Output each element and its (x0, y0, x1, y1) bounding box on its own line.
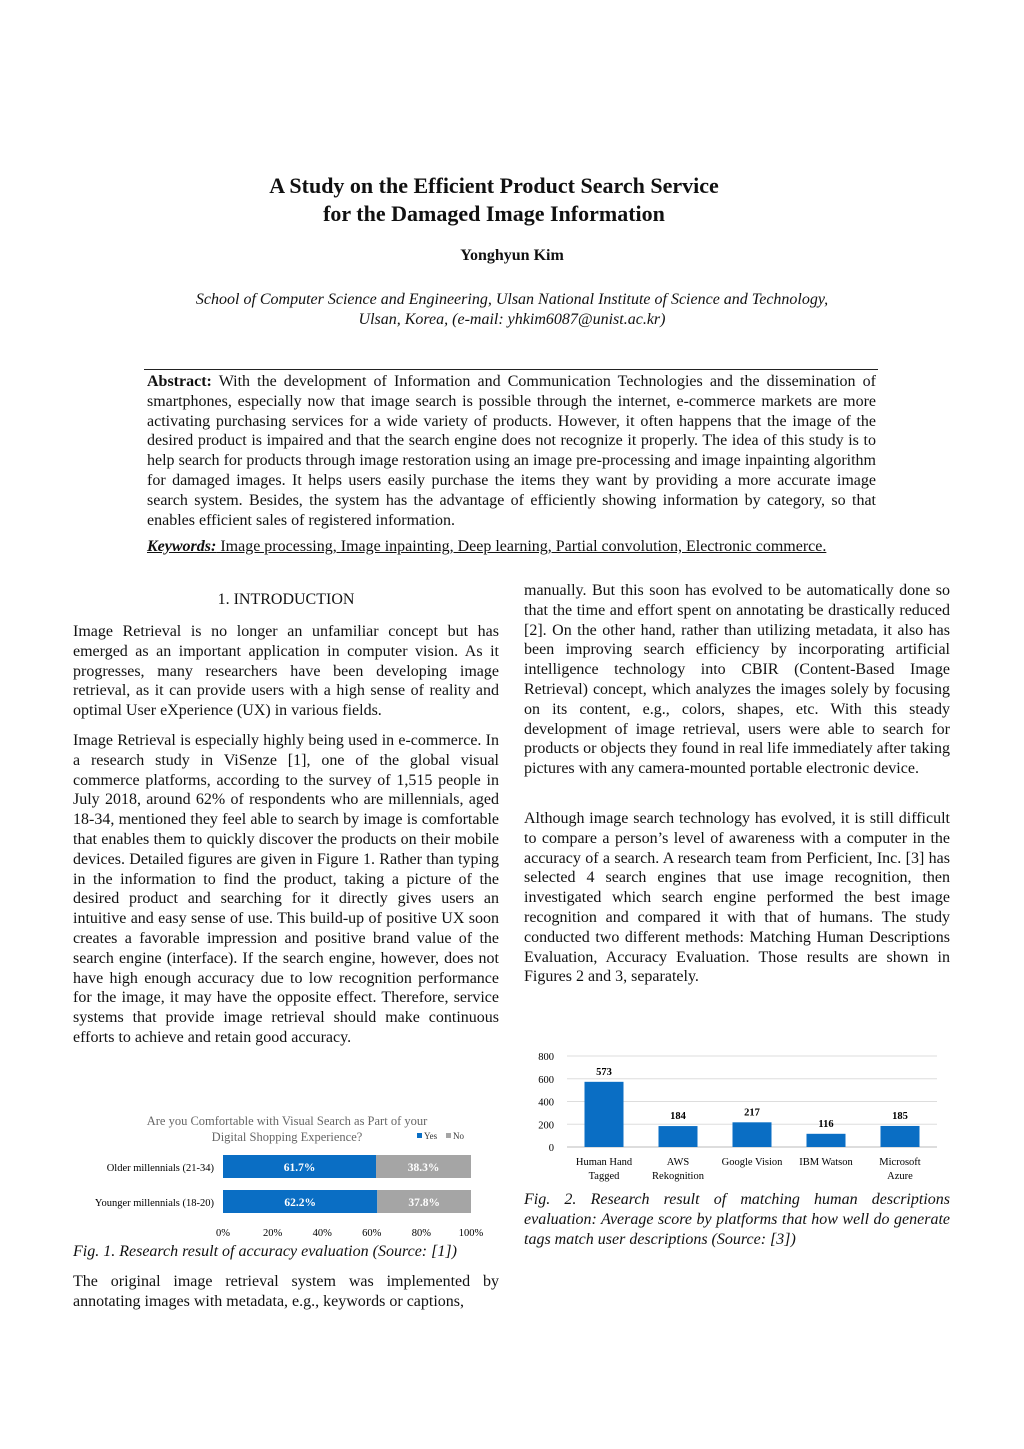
data-label: 62.2% (284, 1197, 316, 1209)
category-label: Tagged (588, 1171, 620, 1182)
category-label: Human Hand (575, 1157, 633, 1168)
intro-paragraph-3: The original image retrieval system was implemented by annotating images with metadata, e.g., keywords or captions, (73, 1273, 499, 1310)
x-tick-label: 80% (411, 1228, 432, 1239)
legend-swatch (417, 1133, 422, 1138)
abstract (147, 372, 876, 530)
right-paragraph-1: manually. But this soon has evolved to be automatically done so that the time and effort spent on annotating be drastically reduced [2]. On the other hand, rather than utilizing metadata, it also has been improving search efficiency by incorporating artificial intelligence technology into CBIR (Content-Based Image Retrieval) concept, which analyzes the images solely by focusing on its content, e.g., colors, shapes, etc. With this steady development of image retrieval, users were able to search for products or objects they found in real life immediately after taking pictures with any camera-mounted portable electronic device. (524, 582, 950, 778)
data-label: 217 (744, 1107, 760, 1119)
title-line-2: for the Damaged Image Information (323, 201, 665, 226)
author: Yonghyun Kim (460, 247, 564, 264)
figure-1-caption: Fig. 1. Research result of accuracy evaluation (Source: [1]) (73, 1243, 457, 1260)
section-heading: 1. INTRODUCTION (217, 591, 355, 608)
affiliation-line-2: Ulsan, Korea, (e-mail: yhkim6087@unist.ac.kr) (358, 311, 666, 328)
keywords-label: Keywords: (147, 538, 217, 555)
right-paragraph-2: Although image search technology has evolved, it is still difficult to compare a person’s level of awareness with a computer in the accuracy of a search. A research team from Perficient, Inc. [3] has selected 4 search engines that use image recognition, then investigated which search engine performed the best image recognition and compared it with that of humans. The study conducted two different methods: Matching Human Descriptions Evaluation, Accuracy Evaluation. Those results are shown in Figures 2 and 3, separately. (524, 810, 950, 986)
bar (881, 1126, 920, 1147)
y-tick-label: 600 (538, 1074, 554, 1086)
intro-paragraph-1: Image Retrieval is no longer an unfamiliar concept but has emerged as an important application in computer vision. As it progresses, many researchers have been developing image retrieval, as it can provide users with a high sense of reality and optimal User eXperience (UX) in various fields. (73, 623, 499, 720)
category-label: Younger millennials (18-20) (94, 1198, 214, 1209)
chart-title: Are you Comfortable with Visual Search as Part of your (146, 1114, 428, 1128)
data-label: 185 (892, 1110, 908, 1122)
abstract-text: With the development of Information and Communication Technologies and the dissemination of smartphones, especially now that image search is possible through the internet, e-commerce markets are more activating purchasing services for a wide variety of products. However, it often happens that the image of the desired product is impaired and that the search engine does not recognize it properly. The idea of this study is to help search for products through image restoration using an image pre-processing and image inpainting algorithm for damaged images. It helps users easily purchase the items they want by providing a more accurate image search system. Besides, the system has the advantage of efficiently showing information by category, so that enables efficient sales of registered information. (147, 373, 876, 529)
data-label: 61.7% (283, 1162, 316, 1174)
title-line-1: A Study on the Efficient Product Search Service (269, 173, 719, 198)
bar (585, 1082, 624, 1147)
data-label: 37.8% (408, 1197, 440, 1209)
category-label: Microsoft (879, 1157, 921, 1168)
y-tick-label: 200 (538, 1120, 554, 1132)
category-label: Google Vision (721, 1157, 783, 1168)
paper-title (0, 172, 988, 228)
legend-label: Yes (424, 1131, 438, 1141)
bar (733, 1122, 772, 1147)
bar (659, 1126, 698, 1147)
y-tick-label: 800 (538, 1052, 554, 1063)
abstract-top-rule (144, 369, 878, 370)
x-tick-label: 60% (362, 1228, 382, 1239)
figure-2-caption: Fig. 2. Research result of matching human descriptions evaluation: Average score by platforms that how well do generate tags match user descriptions (Source: [3]) (524, 1191, 950, 1248)
keywords-text: Image processing, Image inpainting, Deep learning, Partial convolution, Electronic commerce. (216, 538, 827, 555)
chart-title: Digital Shopping Experience? (211, 1130, 363, 1144)
affiliation-line-1: School of Computer Science and Engineering, Ulsan National Institute of Science and Technology, (195, 291, 829, 308)
bar (807, 1134, 846, 1147)
figure-1-chart (70, 1105, 500, 1245)
legend-label: No (453, 1131, 464, 1141)
category-label: IBM Watson (799, 1157, 853, 1168)
y-tick-label: 0 (548, 1143, 554, 1154)
data-label: 573 (596, 1066, 612, 1078)
x-tick-label: 40% (312, 1228, 332, 1239)
category-label: AWS (666, 1157, 690, 1168)
data-label: 116 (818, 1118, 834, 1130)
abstract-label: Abstract: (147, 373, 212, 390)
keywords (147, 537, 876, 557)
data-label: 38.3% (407, 1162, 440, 1174)
intro-paragraph-2: Image Retrieval is especially highly being used in e-commerce. In a research study in ViSenze [1], one of the global visual commerce platforms, according to the survey of 1,515 people in July 2018, around 62% of respondents who are millennials, aged 18-34, mentioned they feel able to search by image is comfortable that enables them to quickly discover the products on their mobile devices. Detailed figures are given in Figure 1. Rather than typing in the information to find the product, taking a picture of the desired product and searching for it directly gives users an intuitive and easy sense of use. This build-up of positive UX soon creates a favorable impression and positive brand value of the search engine (interface). If the search engine, however, does not have high enough accuracy due to low recognition performance for the image, it may have the opposite effect. Therefore, service systems that provide image retrieval should make continuous efforts to achieve and retain good accuracy. (73, 732, 499, 1046)
category-label: Azure (887, 1171, 913, 1182)
legend-swatch (446, 1133, 451, 1138)
data-label: 184 (670, 1111, 686, 1123)
affiliation (0, 290, 1024, 330)
category-label: Rekognition (652, 1171, 704, 1182)
y-tick-label: 400 (538, 1097, 554, 1109)
x-tick-label: 100% (458, 1228, 484, 1239)
x-tick-label: 0% (216, 1228, 230, 1239)
x-tick-label: 20% (262, 1228, 283, 1239)
category-label: Older millennials (21-34) (106, 1163, 214, 1174)
figure-2-chart (525, 1045, 950, 1185)
